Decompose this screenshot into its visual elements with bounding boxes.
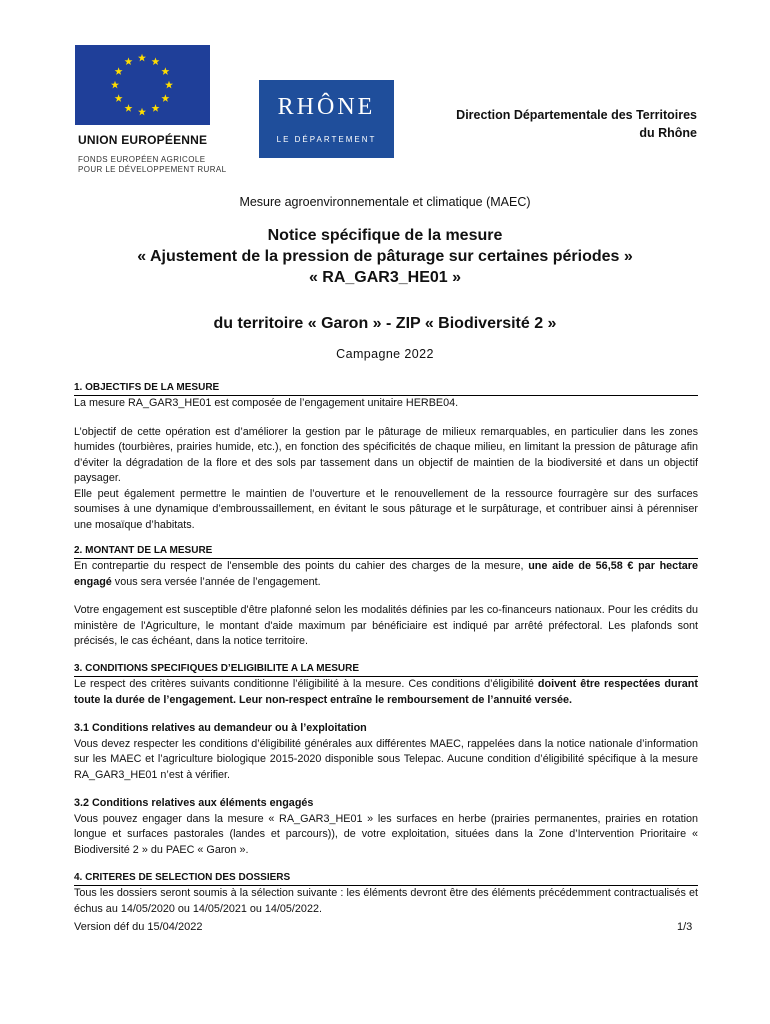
eu-star-icon	[152, 57, 160, 65]
eu-flag-logo	[75, 45, 210, 125]
rhone-department-logo	[259, 80, 394, 158]
paragraph: Elle peut également permettre le maintien de l’ouverture et le renouvellement de la ressource fourragère sur des surfaces soumises à une dynamique d’embroussaillement, en évitant le sous pâturage et le surpâturage, et contribuer ainsi à pérenniser une mosaïque d’habitats.	[74, 487, 698, 531]
document-title	[40, 225, 730, 288]
paragraph: Vous devez respecter les conditions d’éligibilité générales aux différentes MAEC, rappelées dans la notice nationale d’information sur les MAEC et l’agriculture biologique 2015-2020 disponible sous Telepac. Aucune condition d’éligibilité spécifique à la mesure RA_GAR3_HE01 n’est à vérifier.	[74, 737, 698, 781]
eu-star-icon	[125, 104, 133, 112]
rhone-logo-main: RHÔNE	[277, 94, 376, 120]
section-heading: 2. MONTANT DE LA MESURE	[74, 544, 698, 559]
campaign-label: Campagne 2022	[336, 347, 434, 361]
rhone-logo-sub: LE DÉPARTEMENT	[276, 135, 377, 144]
section-objectives	[74, 381, 698, 533]
eu-name: UNION EUROPÉENNE	[78, 133, 208, 147]
paragraph: Vous pouvez engager dans la mesure « RA_GAR3_HE01 » les surfaces en herbe (prairies permanentes, prairies en rotation longue et surfaces pastorales (landes et parcours)), de votre exploitation, situées dans la Zone d’Intervention Prioritaire « Biodiversité 2 » du PAEC « Garon ».	[74, 812, 698, 856]
text-span: vous sera versée l’année de l’engagement.	[111, 575, 321, 588]
eu-star-icon	[165, 81, 173, 89]
section-eligibility	[74, 662, 698, 858]
eu-star-icon	[115, 94, 123, 102]
eu-stars-icon	[75, 45, 210, 125]
eu-star-icon	[115, 67, 123, 75]
text-span: En contrepartie du respect de l'ensemble des points du cahier des charges de la mesure,	[74, 560, 529, 572]
eu-star-icon	[161, 67, 169, 75]
paragraph: L’objectif de cette opération est d’améliorer la gestion par le pâturage de milieux remarquables, en particulier dans les zones humides (tourbières, prairies humide, etc.), en fonction des spécificités de chaque milieu, en limitant la pression de pâturage afin d’éviter la dégradation de la flore et des sols par tassement dans un objectif de maintien de la biodiversité et dans un objectif paysager.	[74, 425, 698, 484]
paragraph: La mesure RA_GAR3_HE01 est composée de l’engagement unitaire HERBE04.	[74, 397, 459, 409]
section-heading: 3. CONDITIONS SPECIFIQUES D’ELIGIBILITE A LA MESURE	[74, 662, 698, 677]
eu-star-icon	[161, 94, 169, 102]
subsection-heading: 3.1 Conditions relatives au demandeur ou à l’exploitation	[74, 722, 367, 734]
section-selection-criteria	[74, 871, 698, 917]
title-line2: « Ajustement de la pression de pâturage sur certaines périodes »	[137, 248, 633, 265]
section-heading: 1. OBJECTIFS DE LA MESURE	[74, 381, 698, 396]
eligibility-warning: doivent être respectées durant toute la durée de l’engagement. Leur non-respect entraîne le remboursement de l’annuité versée.	[74, 678, 698, 706]
direction-line1: Direction Départementale des Territoires	[456, 108, 697, 122]
section-heading: 4. CRITERES DE SELECTION DES DOSSIERS	[74, 871, 698, 886]
issuing-direction	[456, 106, 697, 142]
paragraph	[74, 559, 698, 590]
eu-star-icon	[111, 81, 119, 89]
title-line3: « RA_GAR3_HE01 »	[308, 269, 462, 286]
territory-title: du territoire « Garon » - ZIP « Biodiversité 2 »	[213, 315, 557, 332]
eu-star-icon	[138, 108, 146, 116]
paragraph	[74, 677, 698, 708]
version-label: Version déf du 15/04/2022	[74, 921, 203, 933]
eu-star-icon	[138, 54, 146, 62]
paragraph: Tous les dossiers seront soumis à la sélection suivante : les éléments devront être des éléments précédemment contractualisés et échus au 14/05/2020 ou 14/05/2021 ou 14/05/2022.	[74, 887, 698, 915]
measure-type: Mesure agroenvironnementale et climatique (MAEC)	[239, 195, 531, 209]
direction-line2: du Rhône	[639, 126, 697, 140]
eu-star-icon	[152, 104, 160, 112]
text-span: Le respect des critères suivants conditionne l’éligibilité à la mesure. Ces conditions d’éligibilité	[74, 678, 538, 690]
eu-star-icon	[125, 57, 133, 65]
paragraph: Votre engagement est susceptible d'être plafonné selon les modalités définies par les co-financeurs nationaux. Pour les crédits du ministère de l'Agriculture, le montant d'aide maximum par bénéficiaire est indiqué par arrêté préfectoral. Les plafonds sont précisés, le cas échéant, dans la notice territoire.	[74, 604, 698, 647]
eu-fund-line1: FONDS EUROPÉEN AGRICOLE	[78, 155, 206, 164]
title-line1: Notice spécifique de la mesure	[267, 227, 503, 244]
subsection-heading: 3.2 Conditions relatives aux éléments engagés	[74, 797, 314, 809]
eu-fund-line2: POUR LE DÉVELOPPEMENT RURAL	[78, 165, 227, 174]
section-amount	[74, 544, 698, 650]
aid-amount: une aide de 56,58 € par hectare engagé	[74, 560, 698, 588]
page-number: 1/3	[677, 921, 693, 933]
eu-fund-label	[78, 155, 238, 175]
